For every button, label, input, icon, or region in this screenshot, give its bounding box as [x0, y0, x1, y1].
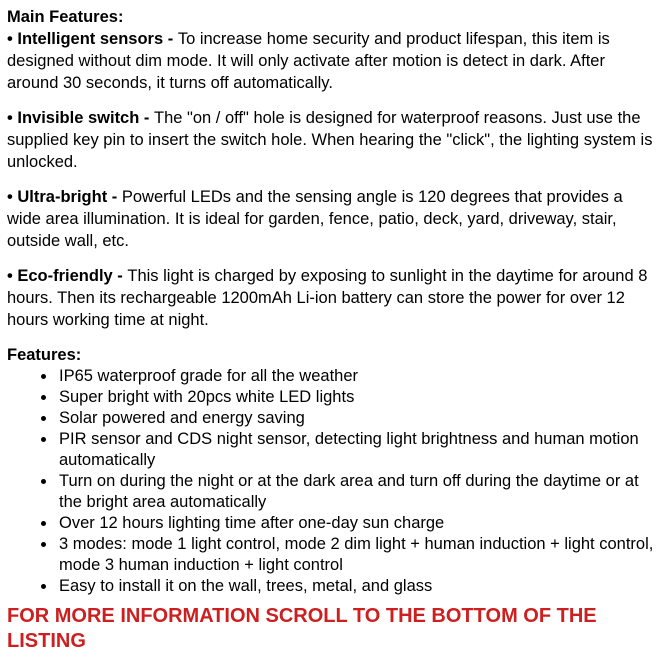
feature-paragraph-lead: • Ultra-bright - — [7, 188, 122, 206]
feature-list-item: • PIR sensor and CDS night sensor, detecting light brightness and human motion automatically — [57, 429, 655, 471]
footer-notice: FOR MORE INFORMATION SCROLL TO THE BOTTOM OF THE LISTING — [7, 605, 597, 652]
feature-list-item: • Easy to install it on the wall, trees, metal, and glass — [57, 576, 655, 597]
main-features-heading: Main Features: — [7, 8, 124, 26]
feature-paragraph-lead: • Invisible switch - — [7, 109, 154, 127]
feature-paragraph-text: The "on / off" hole is designed for waterproof reasons. Just use the supplied key pin to insert the switch hole. When hearing the "click", the lighting system is unlocked. — [7, 109, 653, 171]
feature-list-item: • Turn on during the night or at the dark area and turn off during the daytime or at the bright area automatically — [57, 471, 655, 513]
feature-paragraph-text: Powerful LEDs and the sensing angle is 120 degrees that provides a wide area illumination. It is ideal for garden, fence, patio, deck, yard, driveway, stair, outside wall, etc. — [7, 188, 623, 250]
feature-paragraph-intelligent-sensors — [7, 28, 655, 94]
feature-paragraph-lead: • Eco-friendly - — [7, 267, 128, 285]
feature-paragraph-lead: • Intelligent sensors - — [7, 30, 178, 48]
feature-list-item: • IP65 waterproof grade for all the weather — [57, 366, 655, 387]
features-heading: Features: — [7, 346, 82, 364]
feature-paragraph-ultra-bright — [7, 186, 655, 252]
feature-paragraph-invisible-switch — [7, 107, 655, 173]
feature-paragraph-text: To increase home security and product lifespan, this item is designed without dim mode. It will only activate after motion is detect in dark. After around 30 seconds, it turns off automatically. — [7, 30, 610, 92]
feature-list-item: • 3 modes: mode 1 light control, mode 2 dim light + human induction + light control, mode 3 human induction + light control — [57, 534, 655, 576]
feature-list-item: • Over 12 hours lighting time after one-day sun charge — [57, 513, 655, 534]
feature-list-item: • Solar powered and energy saving — [57, 408, 655, 429]
features-list — [7, 366, 655, 597]
feature-list-item: • Super bright with 20pcs white LED lights — [57, 387, 655, 408]
feature-paragraph-text: This light is charged by exposing to sunlight in the daytime for around 8 hours. Then its rechargeable 1200mAh Li-ion battery can store the power for over 12 hours working time at night. — [7, 267, 648, 329]
feature-paragraph-eco-friendly — [7, 265, 655, 331]
